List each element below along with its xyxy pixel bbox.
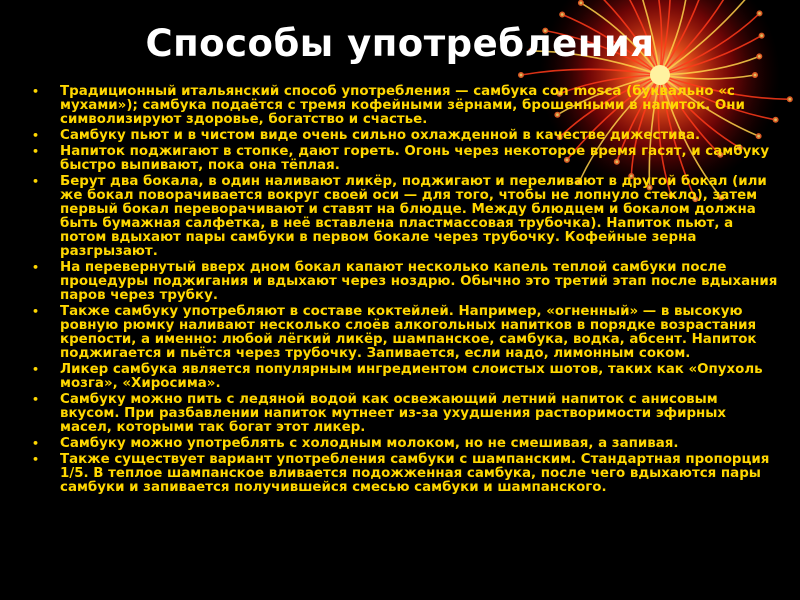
bullet-icon: • bbox=[32, 175, 40, 188]
bullet-icon: • bbox=[32, 305, 40, 318]
bullet-item bbox=[32, 437, 780, 451]
bullet-item bbox=[32, 175, 780, 259]
bullet-item bbox=[32, 261, 780, 303]
bullet-icon: • bbox=[32, 453, 40, 466]
bullet-text: Напиток поджигают в стопке, дают гореть. Огонь через некоторое время гасят, и самбуку быстро выпивают, пока она тёплая. bbox=[60, 144, 770, 173]
bullet-icon: • bbox=[32, 437, 40, 450]
bullet-item bbox=[32, 305, 780, 361]
bullet-item bbox=[32, 363, 780, 391]
bullet-text: Традиционный итальянский способ употребления — самбука con mosca (буквально «с мухами»); самбука подаётся с тремя кофейными зёрнами, брошенными в напиток. Они символизируют здоровье, богатство и счастье. bbox=[60, 84, 745, 127]
bullet-item bbox=[32, 393, 780, 435]
bullet-item bbox=[32, 85, 780, 127]
bullet-item bbox=[32, 129, 780, 143]
bullet-icon: • bbox=[32, 393, 40, 406]
bullet-icon: • bbox=[32, 261, 40, 274]
bullet-text: Берут два бокала, в один наливают ликёр, поджигают и переливают в другой бокал (или же бокал поворачивается вокруг своей оси — для того, чтобы не лопнуло стекло), затем первый бокал переворачивают и ставят на блюдце. Между блюдцем и бокалом должна быть бумажная салфетка, в неё вставлена пластмассовая трубочка). Напиток пьют, а потом вдыхают пары самбуки в первом бокале через трубочку. Кофейные зерна разгрызают. bbox=[60, 174, 767, 259]
bullet-text: Ликер самбука является популярным ингредиентом слоистых шотов, таких как «Опухоль мозга», «Хиросима». bbox=[60, 362, 763, 391]
bullet-item bbox=[32, 145, 780, 173]
bullet-text: Самбуку пьют и в чистом виде очень сильно охлажденной в качестве дижестива. bbox=[60, 128, 701, 143]
bullet-icon: • bbox=[32, 363, 40, 376]
bullet-item bbox=[32, 453, 780, 495]
bullet-list bbox=[32, 85, 780, 497]
bullet-icon: • bbox=[32, 129, 40, 142]
bullet-text: Самбуку можно употреблять с холодным молоком, но не смешивая, а запивая. bbox=[60, 436, 679, 451]
bullet-text: Также самбуку употребляют в составе коктейлей. Например, «огненный» — в высокую ровную рюмку наливают несколько слоёв алкогольных напитков в порядке возрастания крепости, а именно: любой лёгкий ликёр, шампанское, самбука, водка, абсент. Напиток поджигается и пьётся через трубочку. Запивается, если надо, лимонным соком. bbox=[60, 304, 757, 361]
bullet-text: Также существует вариант употребления самбуки с шампанским. Стандартная пропорция 1/5. В теплое шампанское вливается подожженная самбука, после чего вдыхаются пары самбуки и запивается получившейся смесью самбуки и шампанского. bbox=[60, 452, 770, 495]
bullet-icon: • bbox=[32, 145, 40, 158]
slide-title: Способы употребления bbox=[145, 22, 655, 65]
bullet-icon: • bbox=[32, 85, 40, 98]
bullet-text: На перевернутый вверх дном бокал капают несколько капель теплой самбуки после процедуры поджигания и вдыхают через ноздрю. Обычно это третий этап после вдыхания паров через трубку. bbox=[60, 260, 778, 303]
bullet-text: Самбуку можно пить с ледяной водой как освежающий летний напиток с анисовым вкусом. При разбавлении напиток мутнеет из-за ухудшения растворимости эфирных масел, которыми так богат этот ликер. bbox=[60, 392, 727, 435]
